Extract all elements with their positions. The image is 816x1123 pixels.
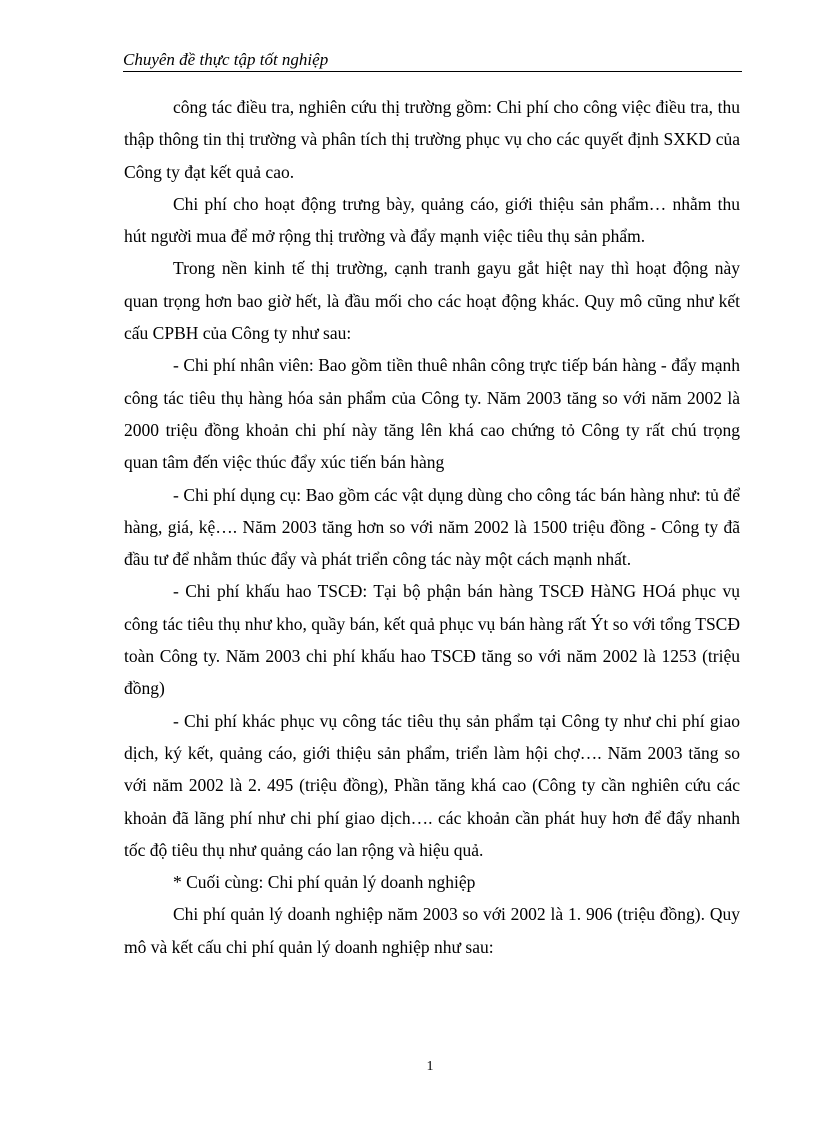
paragraph-depreciation-cost: - Chi phí khấu hao TSCĐ: Tại bộ phận bán hàng TSCĐ HàNG HOá phục vụ công tác tiêu thụ như kho, quầy bán, kết quả phục vụ bán hàng rất Ýt so với tổng TSCĐ toàn Công ty. Năm 2003 chi phí khấu hao TSCĐ tăng so với năm 2002 là 1253 (triệu đồng) xyxy=(124,581,740,699)
paragraph-market-economy: Trong nền kinh tế thị trường, cạnh tranh gayu gắt hiệt nay thì hoạt động này quan trọng hơn bao giờ hết, là đầu mối cho các hoạt động khác. Quy mô cũng như kết cấu CPBH của Công ty như sau: xyxy=(124,258,740,344)
paragraph-management-cost: Chi phí quản lý doanh nghiệp năm 2003 so với 2002 là 1. 906 (triệu đồng). Quy mô và kết cấu chi phí quản lý doanh nghiệp như sau: xyxy=(124,904,740,957)
page-number: 1 xyxy=(426,1059,434,1074)
paragraph-staff-cost: - Chi phí nhân viên: Bao gồm tiền thuê nhân công trực tiếp bán hàng - đẩy mạnh công tác tiêu thụ hàng hóa sản phẩm của Công ty. Năm 2003 tăng so với năm 2002 là 2000 triệu đồng khoản chi phí này tăng lên khá cao chứng tỏ Công ty rất chú trọng quan tâm đến việc thúc đẩy xúc tiến bán hàng xyxy=(124,355,740,473)
paragraph-other-cost: - Chi phí khác phục vụ công tác tiêu thụ sản phẩm tại Công ty như chi phí giao dịch, ký kết, quảng cáo, giới thiệu sản phẩm, triển làm hội chợ…. Năm 2003 tăng so với năm 2002 là 2. 495 (triệu đồng), Phần tăng khá cao (Công ty cần nghiên cứu các khoản đã lãng phí như chi phí giao dịch…. các khoản cần phát huy hơn để đẩy nhanh tốc độ tiêu thụ như quảng cáo lan rộng và hiệu quả. xyxy=(124,710,740,860)
paragraph-tools-cost: - Chi phí dụng cụ: Bao gồm các vật dụng dùng cho công tác bán hàng như: tủ để hàng, giá, kệ…. Năm 2003 tăng hơn so với năm 2002 là 1500 triệu đồng - Công ty đã đầu tư để nhằm thúc đẩy và phát triển công tác này một cách mạnh nhất. xyxy=(124,484,740,570)
page-header xyxy=(123,50,742,72)
paragraph-management-heading: * Cuối cùng: Chi phí quản lý doanh nghiệp xyxy=(173,872,476,893)
document-body xyxy=(124,91,740,963)
paragraph-advertising-cost: Chi phí cho hoạt động trưng bày, quảng cáo, giới thiệu sản phẩm… nhằm thu hút người mua để mở rộng thị trường và đẩy mạnh việc tiêu thụ sản phẩm. xyxy=(124,193,740,247)
paragraph-market-research: công tác điều tra, nghiên cứu thị trường gồm: Chi phí cho công việc điều tra, thu thập thông tin thị trường và phân tích thị trường phục vụ cho các quyết định SXKD của Công ty đạt kết quả cao. xyxy=(124,97,740,182)
header-title: Chuyên đề thực tập tốt nghiệp xyxy=(123,50,329,69)
